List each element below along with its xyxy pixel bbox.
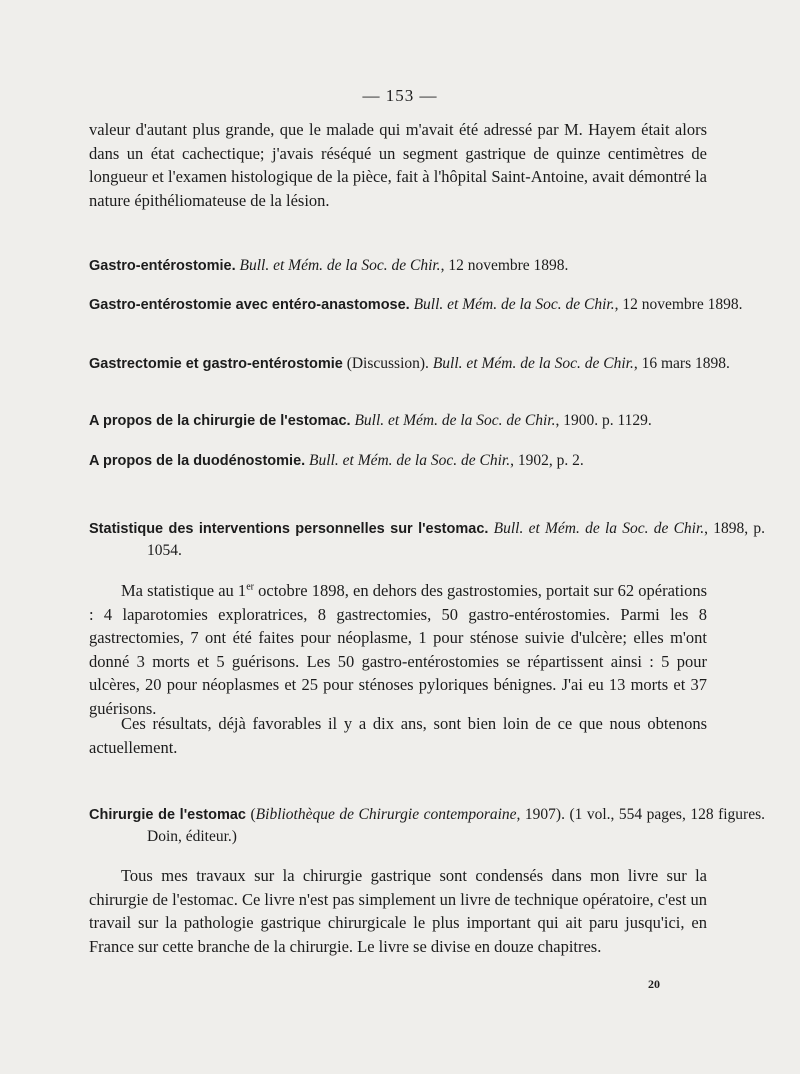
bibliography-entry xyxy=(89,294,765,316)
entry-title: A propos de la duodénostomie. xyxy=(89,453,306,469)
entry-reference: Bull. et Mém. de la Soc. de Chir. xyxy=(354,412,556,429)
entry-reference: Bull. et Mém. de la Soc. de Chir. xyxy=(432,355,634,372)
entry-detail: , 1900. p. 1129. xyxy=(555,412,652,429)
entry-title: A propos de la chirurgie de l'estomac. xyxy=(89,413,351,429)
page-number: — 153 — xyxy=(362,86,438,105)
entry-title: Gastro-entérostomie avec entéro-anastomose. xyxy=(89,297,410,313)
entry-reference: Bull. et Mém. de la Soc. de Chir. xyxy=(239,257,441,274)
book-detail: 1907). (1 vol., 554 pages, 128 figures. Doin, éditeur.) xyxy=(147,806,765,845)
entry-detail: , 12 novembre 1898. xyxy=(440,257,569,274)
paragraph-results: Ces résultats, déjà favorables il y a dix ans, sont bien loin de ce que nous obtenons actuellement. xyxy=(89,714,707,757)
entry-detail: , 1898, p. 1054. xyxy=(147,520,766,559)
entry-title: Gastro-entérostomie. xyxy=(89,258,236,274)
book-series: Bibliothèque de Chirurgie contemporaine, xyxy=(255,806,521,823)
book-title: Chirurgie de l'estomac xyxy=(89,807,246,823)
entry-extra: (Discussion). xyxy=(342,355,433,372)
entry-title: Statistique des interventions personnelles sur l'estomac. xyxy=(89,521,489,537)
entry-detail: , 12 novembre 1898. xyxy=(614,296,743,313)
entry-reference: Bull. et Mém. de la Soc. de Chir. xyxy=(309,452,511,469)
entry-title: Gastrectomie et gastro-entérostomie xyxy=(89,356,343,372)
entry-detail: , 16 mars 1898. xyxy=(633,355,730,372)
book-entry: Chirurgie de l'estomac (Bibliothèque de Chirurgie contemporaine, 1907). (1 vol., 554 pages, 128 figures. Doin, éditeur.) xyxy=(89,806,765,845)
paragraph-statistics: Ma statistique au 1er octobre 1898, en dehors des gastrostomies, portait sur 62 opérations : 4 laparotomies exploratrices, 8 gastrectomies, 50 gastro-entérostomies. Parmi les 8 gastrectomies, 7 ont été faites pour néoplasme, 1 pour sténose suivie d'ulcère; elles m'ont donné 3 morts et 5 guérisons. Les 50 gastro-entérostomies se répartissent ainsi : 5 pour ulcères, 20 pour néoplasmes et 25 pour sténoses pyloriques bénignes. J'ai eu 13 morts et 37 guérisons. xyxy=(89,581,707,718)
bibliography-entry xyxy=(89,255,765,277)
bibliography-entry xyxy=(89,518,765,562)
bibliography-entry xyxy=(89,410,765,432)
signature-mark: 20 xyxy=(648,977,660,991)
paragraph-book-summary: Tous mes travaux sur la chirurgie gastrique sont condensés dans mon livre sur la chirurgie de l'estomac. Ce livre n'est pas simplement un livre de technique opératoire, c'est un travail sur la pathologie gastrique chirurgicale le plus important qui ait paru jusqu'ici, en France sur cette branche de la chirurgie. Le livre se divise en douze chapitres. xyxy=(89,866,708,956)
bibliography-entry xyxy=(89,450,765,472)
bibliography-entry xyxy=(89,353,765,375)
entry-detail: , 1902, p. 2. xyxy=(510,452,584,469)
entry-reference: Bull. et Mém. de la Soc. de Chir. xyxy=(413,296,615,313)
paragraph-intro: valeur d'autant plus grande, que le malade qui m'avait été adressé par M. Hayem était alors dans un état cachectique; j'avais réséqué un segment gastrique de quinze centimètres de longueur et l'examen histologique de la pièce, fait à l'hôpital Saint-Antoine, avait démontré la nature épithéliomateuse de la lésion. xyxy=(89,120,707,210)
entry-reference: Bull. et Mém. de la Soc. de Chir. xyxy=(493,520,705,537)
